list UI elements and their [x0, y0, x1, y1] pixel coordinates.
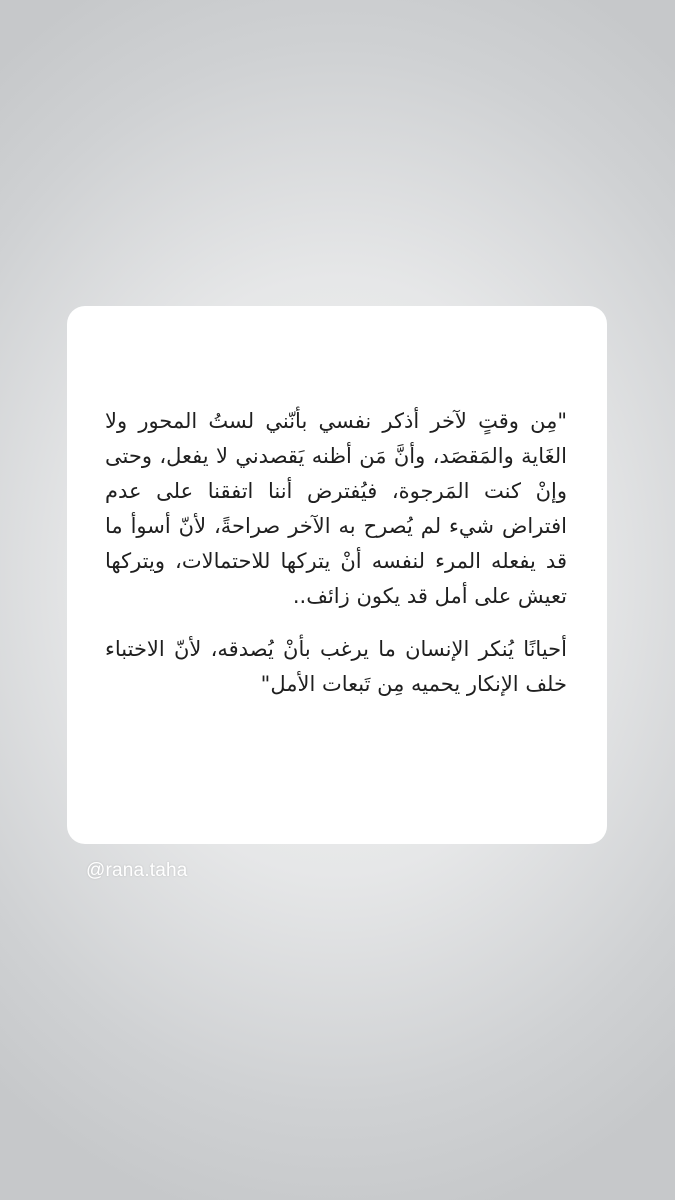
quote-card [67, 306, 607, 844]
quote-paragraph: أحيانًا يُنكر الإنسان ما يرغب بأنْ يُصدقه، لأنّ الاختباء خلف الإنكار يحميه مِن تَبعات الأمل" [105, 637, 567, 696]
quote-paragraph: "مِن وقتٍ لآخر أذكر نفسي بأنّني لستُ المحور ولا الغَاية والمَقصَد، وأنَّ مَن أظنه يَقصدني لا يفعل، وحتى وإنْ كنت المَرجوة، فيُفترض أننا اتفقنا على عدم افتراض شيء لم يُصرح به الآخر صراحةً، لأنّ أسوأ ما قد يفعله المرء لنفسه أنْ يتركها للاحتمالات، ويتركها تعيش على أمل قد يكون زائف.. [105, 409, 567, 608]
user-handle[interactable]: @rana.taha [86, 860, 188, 881]
